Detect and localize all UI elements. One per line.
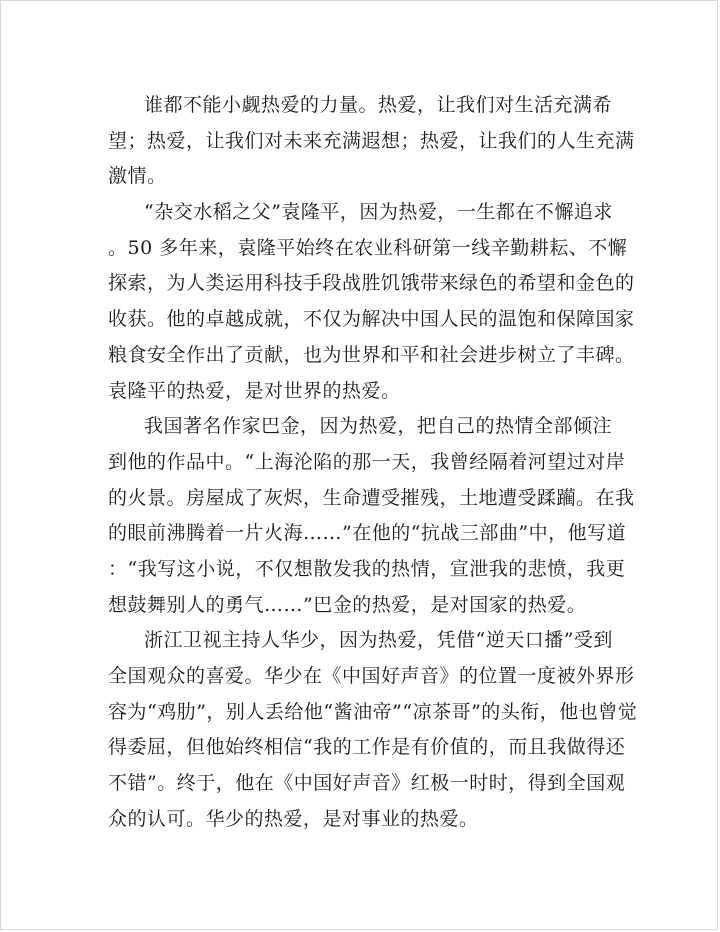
text-line: “杂交水稻之父”袁隆平，因为热爱，一生都在不懈追求	[144, 201, 613, 224]
text-line: 我国著名作家巴金，因为热爱，把自己的热情全部倾注	[144, 415, 613, 438]
text-line: 容为“鸡肋”，别人丢给他“酱油帝”“凉茶哥”的头衔，他也曾觉	[108, 700, 638, 723]
text-line: ：“我写这小说，不仅想散发我的热情，宣泄我的悲愤，我更	[108, 557, 626, 580]
text-line: 谁都不能小觑热爱的力量。热爱，让我们对生活充满希	[144, 94, 613, 116]
text-line: 袁隆平的热爱，是对世界的热爱。	[108, 379, 401, 402]
text-line: 众的认可。华少的热爱，是对事业的热爱。	[108, 807, 479, 830]
text-line: 不错”。终于，他在《中国好声音》红极一时时，得到全国观	[108, 772, 626, 795]
text-line: 到他的作品中。“上海沦陷的那一天，我曾经隔着河望过对岸	[108, 450, 626, 473]
text-line: 浙江卫视主持人华少，因为热爱，凭借“逆天口播”受到	[144, 629, 613, 652]
text-line: 望；热爱，让我们对未来充满遐想；热爱，让我们的人生充满	[108, 129, 635, 152]
document-body	[108, 88, 638, 837]
text-line: 想鼓舞别人的勇气……”巴金的热爱，是对国家的热爱。	[108, 593, 587, 616]
text-line: 粮食安全作出了贡献，也为世界和平和社会进步树立了丰碑。	[108, 343, 635, 366]
text-line: 探索，为人类运用科技手段战胜饥饿带来绿色的希望和金色的	[108, 272, 635, 295]
text-line: 的眼前沸腾着一片火海……”在他的“抗战三部曲”中，他写道	[108, 522, 627, 545]
text-line: 全国观众的喜爱。华少在《中国好声音》的位置一度被外界形	[108, 665, 635, 687]
text-line: 收获。他的卓越成就，不仅为解决中国人民的温饱和保障国家	[108, 308, 635, 331]
text-line: 得委屈，但他始终相信“我的工作是有价值的，而且我做得还	[108, 736, 626, 759]
text-line: 的火景。房屋成了灰烬，生命遭受摧残，土地遭受蹂躏。在我	[108, 486, 635, 509]
text-line: 。50 多年来，袁隆平始终在农业科研第一线辛勤耕耘、不懈	[108, 236, 628, 259]
text-line: 激情。	[108, 165, 167, 188]
